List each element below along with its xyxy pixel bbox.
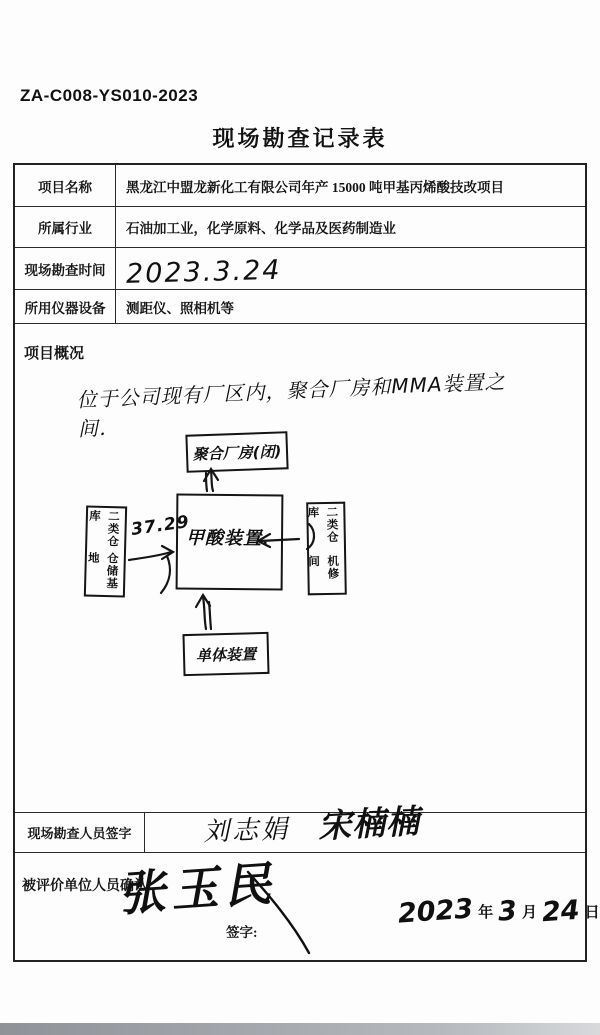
date-year-unit: 年 (478, 905, 494, 921)
date-month-unit: 月 (521, 905, 537, 921)
row-instruments (15, 290, 585, 324)
instruments-label: 所用仪器设备 (15, 290, 116, 323)
diagram-box-right-warehouse (306, 502, 347, 596)
right-warehouse-col1: 二类仓库 (306, 505, 340, 544)
date-day-unit: 日 (584, 905, 600, 921)
survey-time-handwritten-value: 2023.3.24 (125, 254, 282, 290)
confirmation-label: 被评价单位人员确认 (22, 879, 148, 894)
acid-plant-label: 甲酸装置． (185, 527, 282, 550)
diagram-box-polymer-building (185, 431, 288, 473)
monomer-plant-label: 单体装置 (195, 644, 257, 665)
confirmation-signature: 张玉民 (116, 856, 280, 923)
industry-label: 所属行业 (15, 207, 116, 247)
surveyor-signature-label: 现场勘查人员签字 (15, 813, 145, 852)
form-title: 现场勘查记录表 (212, 126, 388, 151)
project-name-value: 黑龙江中盟龙新化工有限公司年产 15000 吨甲基丙烯酸技改项目 (126, 179, 504, 195)
date-day: 24 (540, 894, 581, 929)
row-industry (15, 207, 585, 248)
row-survey-time (15, 248, 585, 290)
date-month: 3 (497, 895, 519, 928)
scan-edge-artifact (0, 1023, 600, 1035)
row-project-name (15, 165, 585, 207)
document-code: ZA-C008-YS010-2023 (20, 86, 199, 105)
sign-here-word: 签字: (226, 925, 258, 940)
surveyor-signature-2: 宋楠楠 (317, 801, 422, 846)
date-year: 2023 (397, 893, 475, 930)
diagram-box-monomer-plant (182, 632, 269, 676)
confirmation-date (397, 893, 600, 930)
left-warehouse-col1: 二类仓库 (87, 509, 122, 548)
overview-handwritten-note: 位于公司现有厂区内，聚合厂房和MMA装置之间． (76, 369, 506, 442)
left-warehouse-label (88, 510, 123, 594)
left-warehouse-col2: 仓储基地 (86, 551, 120, 590)
diagram-box-acid-plant (176, 494, 284, 591)
project-overview-label: 项目概况 (24, 346, 85, 362)
industry-value: 石油加工业，化学原料、化学品及医药制造业 (126, 221, 396, 236)
polymer-building-label: 聚合厂房(闭) (192, 441, 282, 464)
row-surveyor-signatures (15, 813, 585, 853)
project-name-label: 项目名称 (15, 165, 116, 206)
right-warehouse-label (306, 505, 342, 592)
distance-annotation: 37.29 (129, 512, 191, 540)
instruments-value: 测距仪、照相机等 (126, 300, 234, 316)
survey-time-label: 现场勘查时间 (15, 248, 116, 289)
surveyor-signature-1: 刘志娟 (202, 814, 291, 848)
diagram-box-left-warehouse (84, 505, 127, 597)
right-warehouse-col2: 机修间 (307, 554, 341, 580)
